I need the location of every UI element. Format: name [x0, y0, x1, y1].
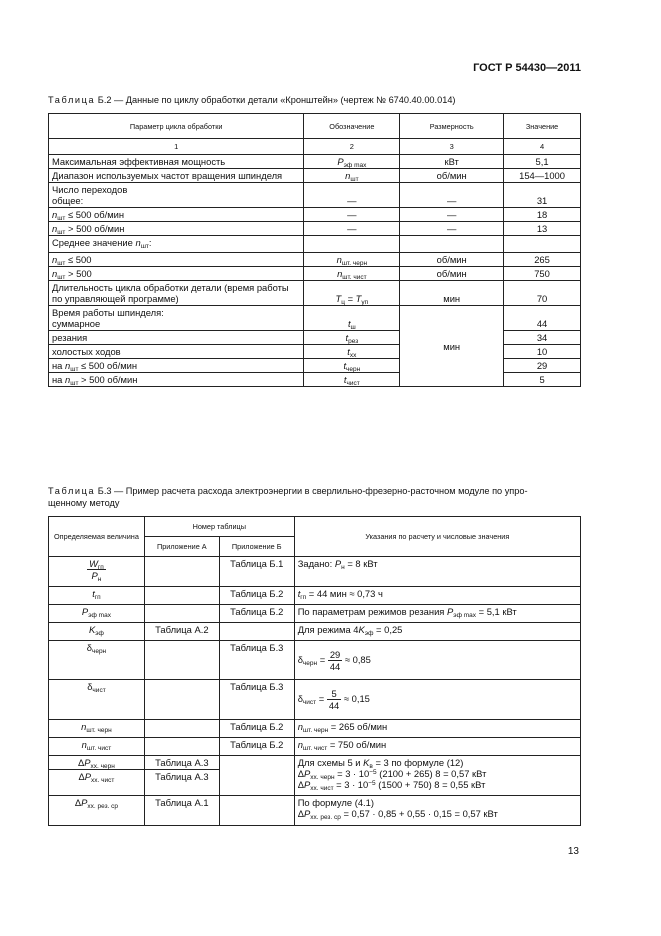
unit-minutes: мин	[400, 306, 504, 387]
b3-header-table-no: Номер таблицы	[144, 517, 294, 537]
table-row: $n_{шт} > 500$ $n_{шт. чист}$ об/мин 750	[49, 267, 581, 281]
table-row: Диапазон используемых частот вращения шпинделя $n_{шт}$ об/мин 154—1000	[49, 169, 581, 183]
table-row: Среднее значение $n_{шт}$:	[49, 236, 581, 253]
table-row: резания $t_{рез}$ 34	[49, 331, 581, 345]
quantity-symbol: $\delta_{чист}$	[49, 680, 145, 720]
table-row: на $n_{шт} > 500$ об/мин $t_{чист}$ 5	[49, 373, 581, 387]
table-row: $n_{шт} \le 500$ $n_{шт. черн}$ об/мин 265	[49, 253, 581, 267]
symbol: $t_{чист}$	[304, 373, 400, 387]
quantity-symbol: $\Delta P_{хх. чист}$	[49, 770, 145, 796]
quantity-symbol: $\frac{W_{гп}}{P_н}$	[49, 557, 145, 587]
table-row: Число переходов общее: — — 31	[49, 183, 581, 208]
table-row: холостых ходов $t_{хх}$ 10	[49, 345, 581, 359]
page-number: 13	[567, 846, 579, 857]
table-row: Время работы шпинделя: суммарное $t_ш$ мин 44	[49, 306, 581, 331]
b2-header-value: Значение	[504, 114, 581, 139]
symbol: $t_{хх}$	[304, 345, 400, 359]
b2-colnum: 4	[504, 139, 581, 155]
table-b2	[48, 113, 581, 387]
quantity-symbol: $n_{шт. чист}$	[49, 738, 145, 756]
quantity-symbol: $n_{шт. черн}$	[49, 720, 145, 738]
table-b2-caption: Таблица Б.2 — Данные по циклу обработки детали «Кронштейн» (чертеж № 6740.40.00.014)	[48, 95, 456, 105]
b2-header-param: Параметр цикла обработки	[49, 114, 304, 139]
symbol: $n_{шт}$	[304, 169, 400, 183]
table-row: $\delta_{чист}$ Таблица Б.3 $\delta_{чист}$ = $\frac{5}{44}$ ≈ 0,15	[49, 680, 581, 720]
table-row: $n_{шт. чист}$ Таблица Б.2 $n_{шт. чист} = 750$ об/мин	[49, 738, 581, 756]
b3-header-app-b: Приложение Б	[219, 537, 294, 557]
symbol: $t_{черн}$	[304, 359, 400, 373]
table-row: $n_{шт. черн}$ Таблица Б.2 $n_{шт. черн} = 265$ об/мин	[49, 720, 581, 738]
table-b3-caption: Таблица Б.3 — Пример расчета расхода электроэнергии в сверлильно-фрезерно-расточном модуле по упро- щенному методу	[48, 486, 528, 508]
b3-header-quantity: Определяемая величина	[49, 517, 145, 557]
b2-header-unit: Размерность	[400, 114, 504, 139]
b3-header-notes: Указания по расчету и числовые значения	[294, 517, 580, 557]
quantity-symbol: $K_{эф}$	[49, 623, 145, 641]
quantity-symbol: $P_{эф max}$	[49, 605, 145, 623]
table-row: $\Delta P_{хх. чист}$ Таблица А.3	[49, 770, 581, 796]
symbol: $P_{эф max}$	[304, 155, 400, 169]
b2-colnum: 3	[400, 139, 504, 155]
table-row: $n_{шт} \le 500$ об/мин — — 18	[49, 208, 581, 222]
b2-colnum: 1	[49, 139, 304, 155]
symbol: $n_{шт. чист}$	[304, 267, 400, 281]
table-row: $\Delta P_{хх. черн}$ Таблица А.3 Для схемы 5 и $K_в = 3$ по формуле (12) $\Delta P_{хх. черн} = 3 \cdot 10^{-5}$ (2100 + 265) 8 = 0,57 кВт $\Delta P_{хх. чист} = 3 \cdot 10^{-5}$ (1500 + 750) 8 = 0,55 кВт	[49, 756, 581, 770]
b2-header-symbol: Обозначение	[304, 114, 400, 139]
quantity-symbol: $\delta_{черн}$	[49, 641, 145, 680]
table-row: Максимальная эффективная мощность $P_{эф max}$ кВт 5,1	[49, 155, 581, 169]
table-row: на $n_{шт} \le 500$ об/мин $t_{черн}$ 29	[49, 359, 581, 373]
table-row: $t_{гп}$ Таблица Б.2 $t_{гп} = 44$ мин ≈ 0,73 ч	[49, 587, 581, 605]
table-row: $n_{шт} > 500$ об/мин — — 13	[49, 222, 581, 236]
b2-colnum: 2	[304, 139, 400, 155]
quantity-symbol: $\Delta P_{хх. черн}$	[49, 756, 145, 770]
symbol: $T_ц = T_{уп}$	[304, 281, 400, 306]
table-row: Длительность цикла обработки детали (время работы по управляющей программе) $T_ц = T_{уп}$ мин 70	[49, 281, 581, 306]
quantity-symbol: $\Delta P_{хх. рез. ср}$	[49, 796, 145, 826]
table-row: $\frac{W_{гп}}{P_н}$ Таблица Б.1 Задано: $P_н = 8$ кВт	[49, 557, 581, 587]
table-b3	[48, 516, 581, 826]
symbol: $t_{рез}$	[304, 331, 400, 345]
symbol: $n_{шт. черн}$	[304, 253, 400, 267]
symbol: $t_ш$	[304, 306, 400, 331]
document-number: ГОСТ Р 54430—2011	[473, 62, 581, 74]
table-row: $K_{эф}$ Таблица А.2 Для режима $4K_{эф} = 0,25$	[49, 623, 581, 641]
b3-header-app-a: Приложение А	[144, 537, 219, 557]
table-row: $P_{эф max}$ Таблица Б.2 По параметрам режимов резания $P_{эф max} = 5,1$ кВт	[49, 605, 581, 623]
table-row: $\delta_{черн}$ Таблица Б.3 $\delta_{черн}$ = $\frac{29}{44}$ ≈ 0,85	[49, 641, 581, 680]
quantity-symbol: $t_{гп}$	[49, 587, 145, 605]
table-row: $\Delta P_{хх. рез. ср}$ Таблица А.1 По формуле (4.1) $\Delta P_{хх. рез. ср} = 0,57 \cdot 0,85 + 0,55 \cdot 0,15 = 0,57$ кВт	[49, 796, 581, 826]
